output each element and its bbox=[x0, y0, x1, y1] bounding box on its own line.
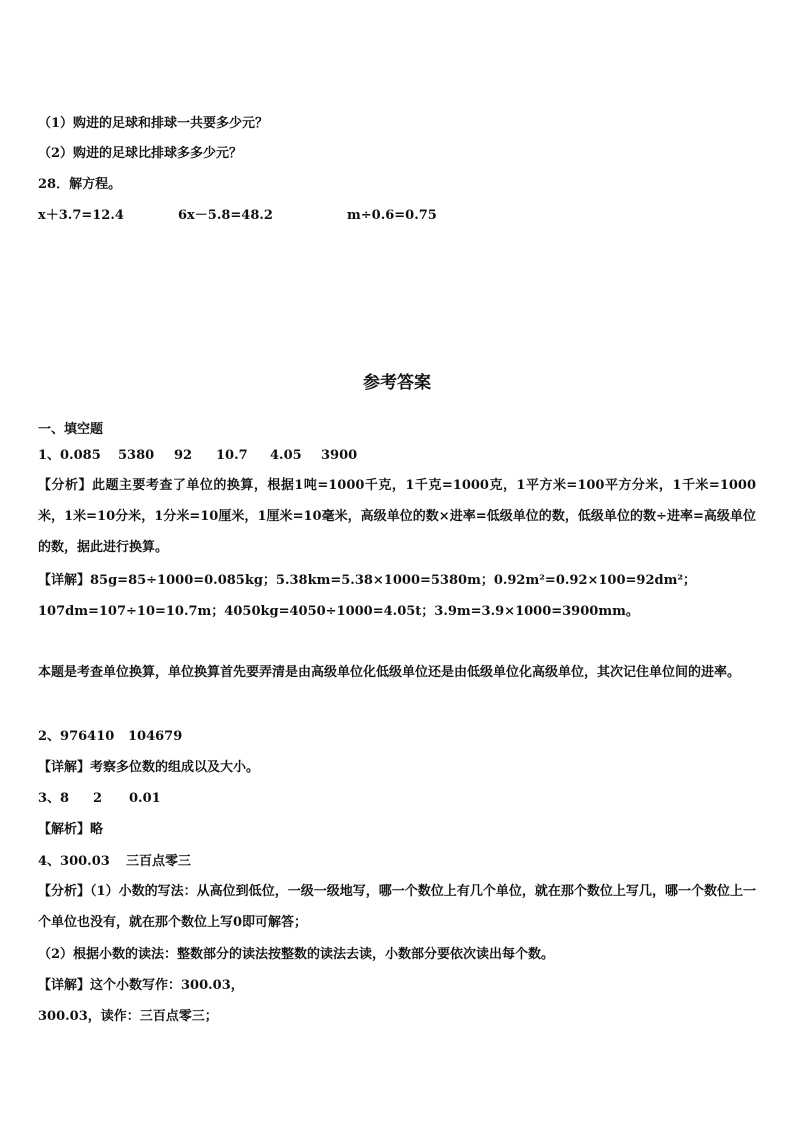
answer-3-label: 3、8 bbox=[38, 791, 70, 806]
equation-3: m÷0.6=0.75 bbox=[347, 208, 437, 223]
equation-2: 6x－5.8=48.2 bbox=[178, 208, 273, 223]
q28-title: 28．解方程。 bbox=[38, 177, 122, 192]
answer-1-value-2: 5380 bbox=[118, 448, 155, 463]
answer-4-analysis-2: （2）根据小数的读法：整数部分的读法按整数的读法去读，小数部分要依次读出每个数。 bbox=[38, 947, 555, 962]
q27-part2: （2）购进的足球比排球多多少元？ bbox=[38, 146, 243, 161]
answer-1-value-5: 4.05 bbox=[270, 448, 302, 463]
answer-1-analysis: 【分析】此题主要考查了单位的换算，根据1吨=1000千克，1千克=1000克，1平方米=100平方分米，1千米=1000米，1米=10分米，1分米=10厘米，1厘米=10毫米，高级单位的数×进率=低级单位的数，低级单位的数÷进率=高级单位的数，据此进行换算。 bbox=[38, 478, 756, 555]
answer-2-value-2: 104679 bbox=[128, 729, 183, 744]
answers-title: 参考答案 bbox=[363, 373, 431, 393]
answer-4-detail-2: 300.03，读作：三百点零三； bbox=[38, 1009, 218, 1024]
answer-4-value-2: 三百点零三 bbox=[126, 854, 192, 869]
answer-4-analysis-1: 【分析】（1）小数的写法：从高位到低位，一级一级地写，哪一个数位上有几个单位，就在那个数位上写几，哪一个数位上一个单位也没有，就在那个数位上写0即可解答； bbox=[38, 884, 756, 930]
answer-1-value-3: 92 bbox=[174, 448, 193, 463]
answer-2-detail: 【详解】考察多位数的组成以及大小。 bbox=[38, 760, 260, 775]
section-heading: 一、填空题 bbox=[38, 422, 104, 437]
answer-3-value-2: 2 bbox=[93, 791, 103, 806]
answer-1-note: 本题是考查单位换算，单位换算首先要弄清是由高级单位化低级单位还是由低级单位化高级单位，其次记住单位间的进率。 bbox=[38, 665, 741, 680]
answer-1-label: 1、0.085 bbox=[38, 448, 101, 463]
answer-3-detail: 【解析】略 bbox=[38, 822, 104, 837]
answer-1-value-4: 10.7 bbox=[216, 448, 248, 463]
answer-4-label: 4、300.03 bbox=[38, 854, 110, 869]
answer-1-detail-1: 【详解】85g=85÷1000=0.085kg；5.38km=5.38×1000=5380m；0.92m²=0.92×100=92dm²； bbox=[38, 573, 697, 588]
answer-1-detail-2: 107dm=107÷10=10.7m；4050kg=4050÷1000=4.05t；3.9m=3.9×1000=3900mm。 bbox=[38, 604, 639, 619]
equation-1: x＋3.7=12.4 bbox=[38, 208, 124, 223]
answer-2-label: 2、976410 bbox=[38, 729, 115, 744]
answer-1-value-6: 3900 bbox=[321, 448, 358, 463]
q27-part1: （1）购进的足球和排球一共要多少元？ bbox=[38, 116, 269, 131]
answer-4-detail-1: 【详解】这个小数写作：300.03， bbox=[38, 978, 244, 993]
answer-3-value-3: 0.01 bbox=[129, 791, 161, 806]
